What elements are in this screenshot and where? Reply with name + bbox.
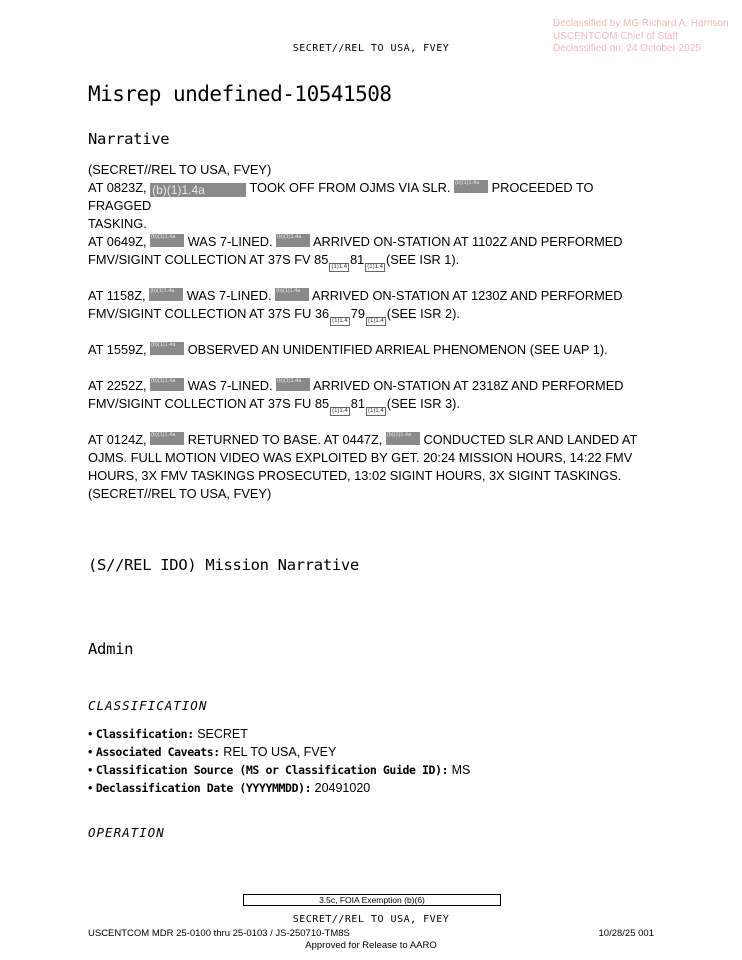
footer-release-note: Approved for Release to AARO [305, 940, 437, 951]
classification-heading: CLASSIFICATION [88, 698, 208, 713]
narrative-paragraph-3: AT 1158Z, (b)(1)1.4a WAS 7-LINED. (b)(1)1.4a ARRIVED ON-STATION AT 1230Z AND PERFORMED FMV/SIGINT COLLECTION AT 37S FU 36 (1)1.4 79 (1)1.4 (SEE ISR 2). [88, 288, 623, 324]
redaction-box: (b)(1)1.4a [276, 378, 310, 391]
footer-date-code: 10/28/25 001 [598, 928, 654, 939]
redaction-grid: (1)1.4 [368, 318, 384, 324]
list-item: • Declassification Date (YYYYMMDD): 20491020 [88, 781, 371, 795]
redaction-grid: (1)1.4 [331, 264, 348, 270]
list-item: • Associated Caveats: REL TO USA, FVEY [88, 745, 337, 759]
narrative-paragraph-2: AT 0649Z, (b)(1)1.4a WAS 7-LINED. (b)(1)1.4a ARRIVED ON-STATION AT 1102Z AND PERFORMED FMV/SIGINT COLLECTION AT 37S FV 85 (1)1.4 81 (1)1.4 (SEE ISR 1). [88, 234, 623, 270]
redaction-box: (b)(1)1.4a [150, 378, 184, 391]
redaction-grid: (1)1.4 [332, 318, 348, 324]
classification-list [88, 725, 470, 797]
narrative-paragraph-5: AT 2252Z, (b)(1)1.4a WAS 7-LINED. (b)(1)1.4a ARRIVED ON-STATION AT 2318Z AND PERFORMED FMV/SIGINT COLLECTION AT 37S FU 85 (1)1.4 81 (1)1.4 (SEE ISR 3). [88, 378, 624, 414]
redaction-grid: (1)1.4 [368, 408, 384, 414]
operation-heading: OPERATION [88, 825, 165, 840]
redaction-box: (b)(1)1.4a [150, 432, 184, 445]
list-item: • Classification: SECRET [88, 727, 248, 741]
redaction-grid: (1)1.4 [367, 264, 383, 270]
redaction-box: (b)(1)1.4a [150, 183, 246, 197]
narrative-heading: Narrative [88, 130, 170, 148]
redaction-box: (b)(1)1.4a [149, 288, 183, 301]
narrative-paragraph-4: AT 1559Z, (b)(1)1.4a OBSERVED AN UNIDENTIFIED ARRIEAL PHENOMENON (SEE UAP 1). [88, 342, 608, 357]
redaction-box: (b)(1)1.4a [386, 432, 420, 445]
header-classification-marking: SECRET//REL TO USA, FVEY [292, 43, 450, 54]
redaction-box: (b)(1)1.4a [150, 342, 184, 355]
list-item: • Classification Source (MS or Classification Guide ID): MS [88, 763, 471, 777]
admin-heading: Admin [88, 640, 134, 658]
footer-document-id: USCENTCOM MDR 25-0100 thru 25-0103 / JS-250710-TM8S [88, 928, 350, 939]
narrative-paragraph-6: AT 0124Z, (b)(1)1.4a RETURNED TO BASE. AT 0447Z, (b)(1)1.4a CONDUCTED SLR AND LANDED AT OJMS. FULL MOTION VIDEO WAS EXPLOITED BY GET. 20:24 MISSION HOURS, 14:22 FMV HOURS, 3X FMV TASKINGS PROSECUTED, 13:02 SIGINT HOURS, 3X SIGINT TASKINGS. (SECRET//REL TO USA, FVEY) [88, 432, 638, 501]
redaction-box: (b)(1)1.4a [454, 180, 488, 193]
redaction-box: (b)(1)1.4a [150, 234, 184, 247]
narrative-paragraph-1: (SECRET//REL TO USA, FVEY) AT 0823Z, (b)(1)1.4a TOOK OFF FROM OJMS VIA SLR. (b)(1)1.4a PROCEEDED TO FRAGGED TASKING. [88, 162, 594, 231]
footer-classification-marking: SECRET//REL TO USA, FVEY [292, 914, 450, 925]
redaction-grid: (1)1.4 [332, 408, 348, 414]
foia-exemption-box: 3.5c, FOIA Exemption (b)(6) [243, 894, 501, 906]
mission-narrative-heading: (S//REL IDO) Mission Narrative [88, 556, 359, 574]
page-title: Misrep undefined-10541508 [88, 82, 392, 106]
declassification-stamp: Declassified by MG Richard A. Harrison USCENTCOM Chief of Staff Declassified on: 24 October 2025 [553, 18, 729, 54]
redaction-box: (b)(1)1.4a [276, 234, 310, 247]
redaction-box: (b)(1)1.4a [275, 288, 309, 301]
